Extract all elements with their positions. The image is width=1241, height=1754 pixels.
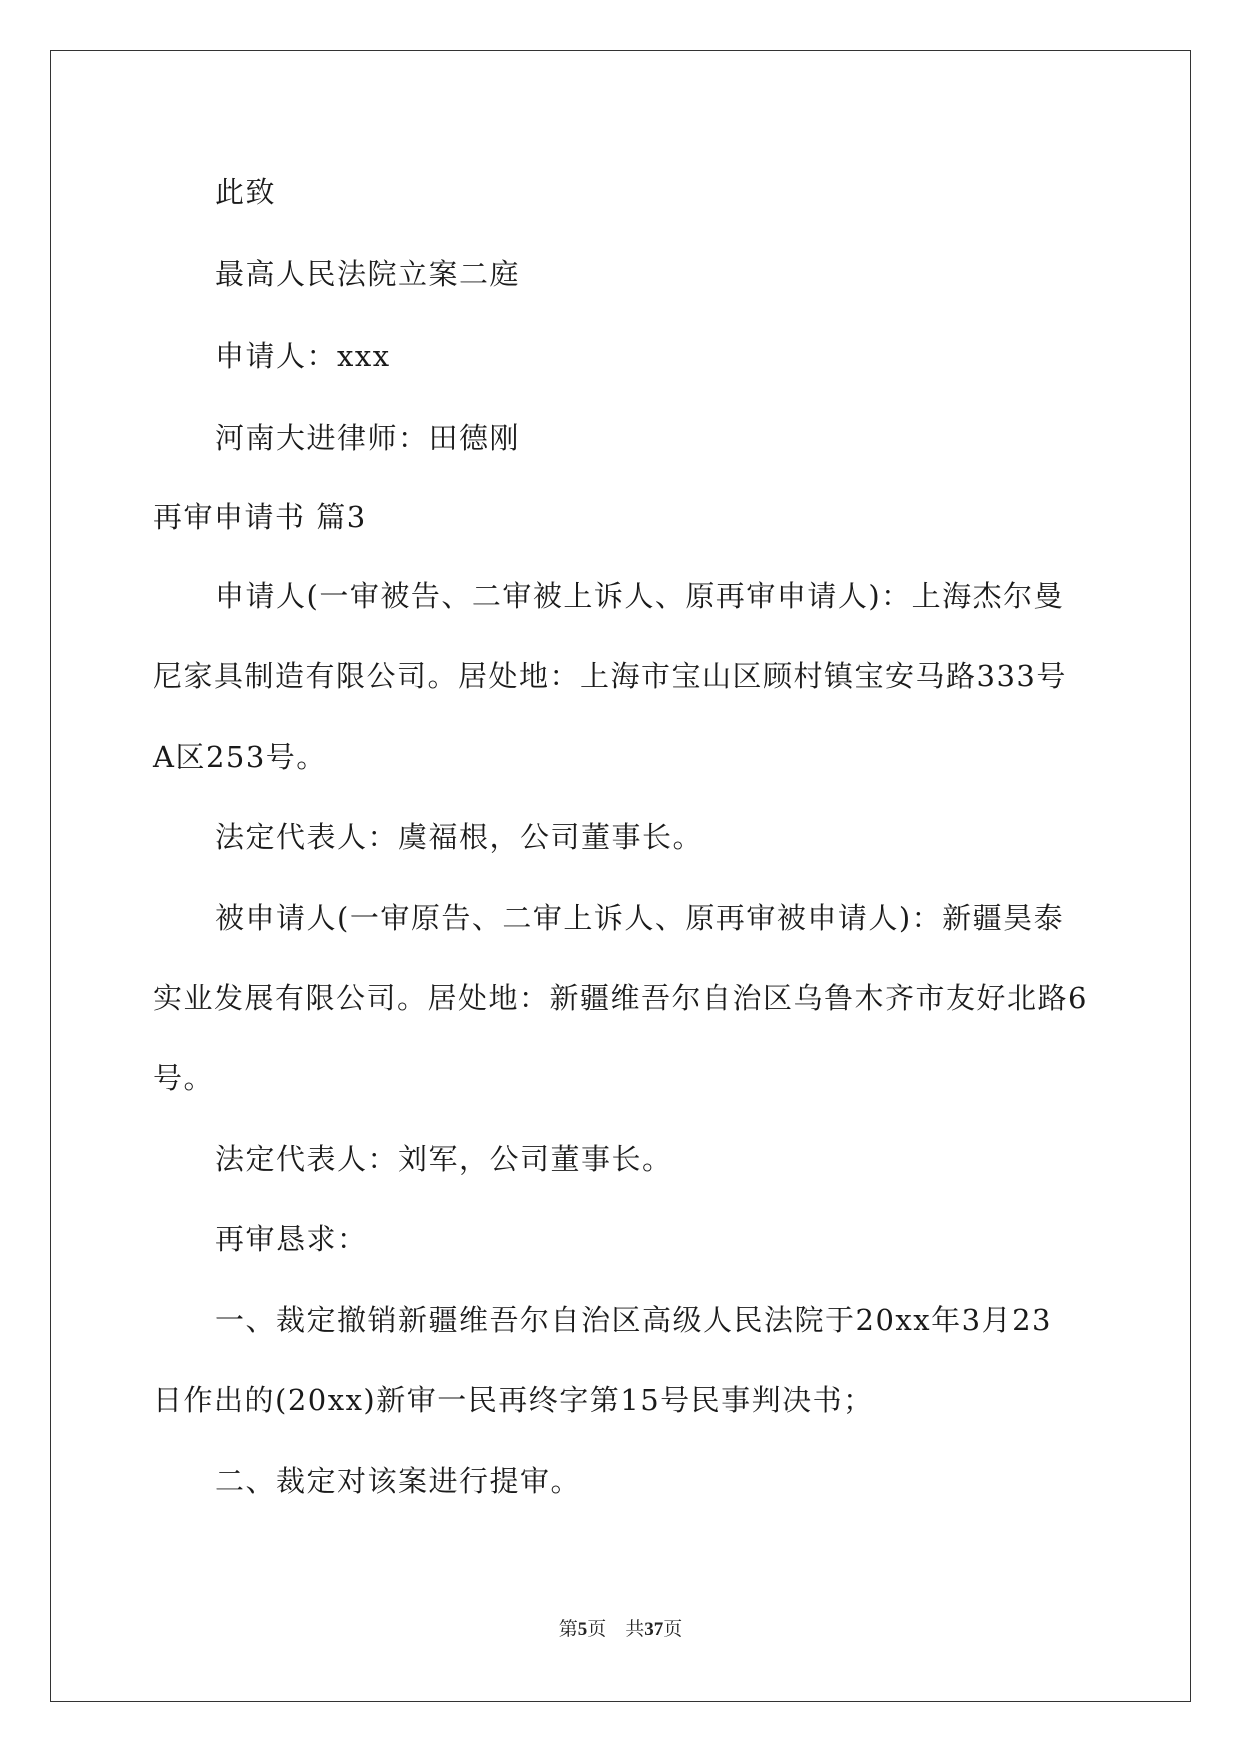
paragraph-line: 二、裁定对该案进行提审。	[215, 1464, 582, 1498]
recipient-court: 最高人民法院立案二庭	[215, 257, 521, 291]
paragraph-line: 再审恳求：	[215, 1222, 368, 1256]
paragraph-line: 尼家具制造有限公司。居处地：上海市宝山区顾村镇宝安马路333号	[153, 659, 1067, 693]
current-page-number: 5	[577, 1619, 588, 1640]
footer-page-word: 页	[587, 1619, 607, 1640]
page-border	[50, 50, 1191, 1702]
paragraph-line: 申请人(一审被告、二审被上诉人、原再审申请人)：上海杰尔曼	[215, 579, 1065, 613]
page-footer	[0, 1618, 1241, 1642]
applicant-line: 申请人：xxx	[215, 339, 391, 373]
paragraph-line: 法定代表人：刘军，公司董事长。	[215, 1142, 673, 1176]
section-heading: 再审申请书 篇3	[153, 500, 367, 534]
paragraph-line: 号。	[153, 1061, 215, 1095]
paragraph-line: 法定代表人：虞福根，公司董事长。	[215, 820, 704, 854]
paragraph-line: 日作出的(20xx)新审一民再终字第15号民事判决书；	[153, 1383, 874, 1417]
paragraph-line: 一、裁定撤销新疆维吾尔自治区高级人民法院于20xx年3月23	[215, 1303, 1052, 1337]
footer-total-suffix: 页	[663, 1619, 683, 1640]
lawyer-line: 河南大进律师：田德刚	[215, 421, 521, 455]
footer-prefix: 第	[558, 1619, 578, 1640]
total-pages-number: 37	[644, 1619, 664, 1640]
footer-total-prefix: 共	[625, 1619, 645, 1640]
closing-salutation: 此致	[215, 175, 277, 209]
paragraph-line: 实业发展有限公司。居处地：新疆维吾尔自治区乌鲁木齐市友好北路6	[153, 981, 1088, 1015]
paragraph-line: A区253号。	[153, 740, 327, 774]
paragraph-line: 被申请人(一审原告、二审上诉人、原再审被申请人)：新疆昊泰	[215, 901, 1065, 935]
